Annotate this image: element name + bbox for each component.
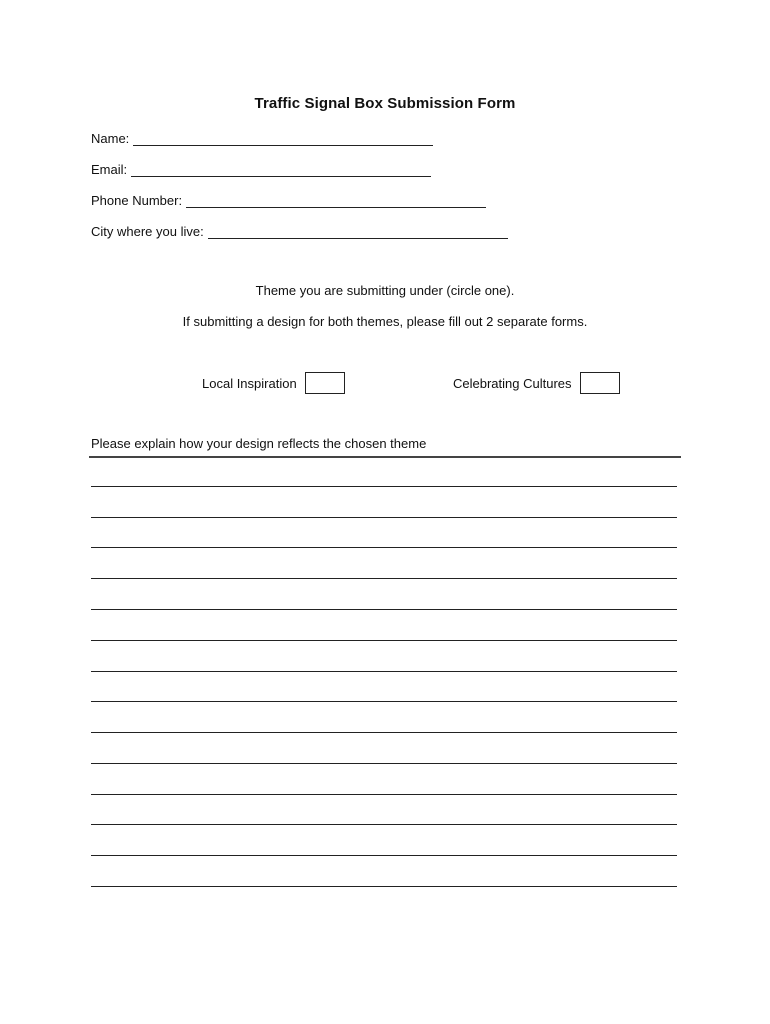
section-divider: [89, 456, 681, 458]
theme-local-checkbox[interactable]: [305, 372, 345, 394]
theme-option-cultures: [453, 372, 620, 394]
city-field: [91, 221, 508, 239]
theme-local-label: Local Inspiration: [202, 375, 297, 391]
phone-input-line[interactable]: [186, 193, 486, 208]
theme-option-local: [202, 372, 345, 394]
theme-cultures-label: Celebrating Cultures: [453, 375, 572, 391]
city-label: City where you live:: [91, 224, 204, 239]
answer-line[interactable]: [91, 701, 677, 702]
theme-cultures-checkbox[interactable]: [580, 372, 620, 394]
answer-line[interactable]: [91, 855, 677, 856]
answer-line[interactable]: [91, 517, 677, 518]
form-title: Traffic Signal Box Submission Form: [254, 95, 516, 112]
theme-instruction: Theme you are submitting under (circle one).: [255, 283, 515, 298]
answer-line[interactable]: [91, 886, 677, 887]
name-field: [91, 128, 433, 146]
answer-line[interactable]: [91, 547, 677, 548]
answer-line[interactable]: [91, 609, 677, 610]
answer-line[interactable]: [91, 763, 677, 764]
name-label: Name:: [91, 131, 130, 146]
answer-line[interactable]: [91, 640, 677, 641]
name-input-line[interactable]: [133, 131, 433, 146]
email-label: Email:: [91, 162, 128, 177]
city-input-line[interactable]: [208, 224, 508, 239]
phone-label: Phone Number:: [91, 193, 183, 208]
email-input-line[interactable]: [131, 162, 431, 177]
answer-line[interactable]: [91, 486, 677, 487]
explain-prompt: Please explain how your design reflects the chosen theme: [91, 436, 427, 451]
email-field: [91, 159, 431, 177]
answer-line[interactable]: [91, 671, 677, 672]
answer-line[interactable]: [91, 732, 677, 733]
answer-line[interactable]: [91, 794, 677, 795]
answer-line[interactable]: [91, 578, 677, 579]
phone-field: [91, 190, 486, 208]
theme-note: If submitting a design for both themes, please fill out 2 separate forms.: [182, 314, 588, 329]
answer-line[interactable]: [91, 824, 677, 825]
